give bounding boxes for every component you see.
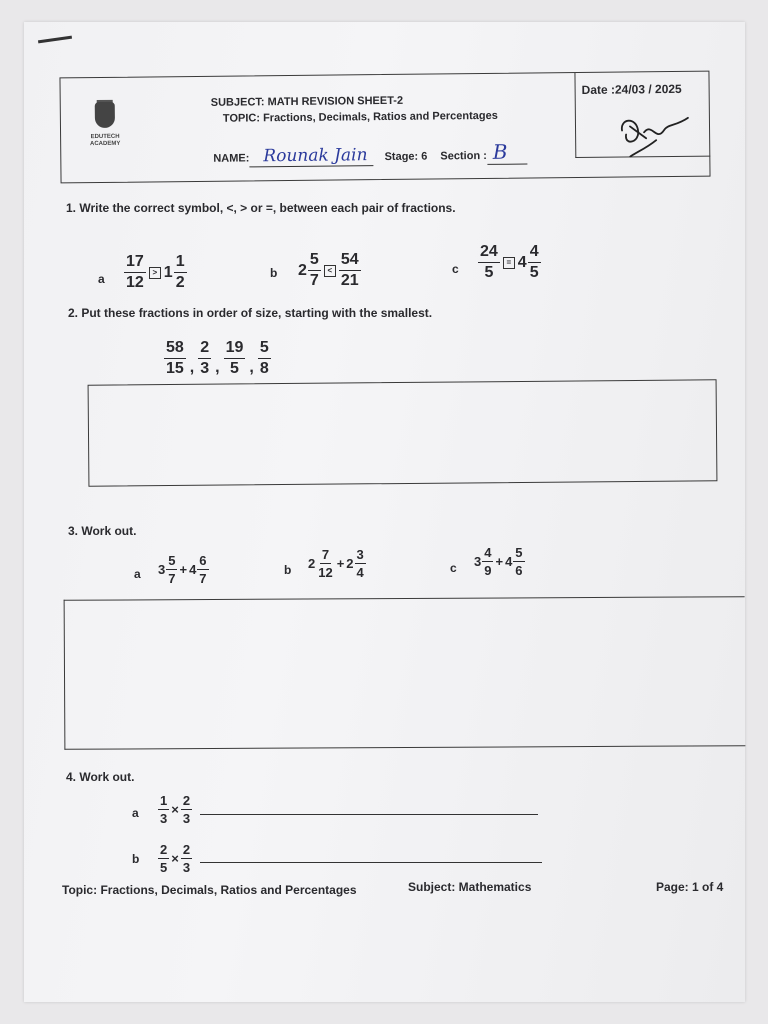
q3c-label: c — [450, 561, 457, 575]
q1a-label: a — [98, 272, 105, 286]
plus-sign: + — [179, 562, 188, 577]
name-row — [213, 140, 527, 168]
comma: , — [215, 359, 220, 376]
fraction: $\frac{58}{15}$ — [166, 339, 184, 377]
q1c-label: c — [452, 262, 459, 276]
fraction: $\frac{2}{3}$ — [200, 339, 210, 377]
whole-number: 4 — [189, 562, 197, 577]
q3-answer-box[interactable] — [64, 596, 746, 750]
q3b-expression — [308, 548, 366, 579]
q1c-answer-box[interactable]: = — [503, 257, 515, 269]
q3-instruction: 3. Work out. — [68, 524, 137, 538]
q4a-label: a — [132, 806, 139, 820]
name-field[interactable]: Rounak Jain — [249, 145, 373, 167]
plus-sign: + — [336, 556, 345, 571]
stage-label: Stage: 6 — [384, 150, 428, 164]
fraction: $\frac{4}{5}$ — [529, 243, 539, 281]
fraction: $\frac{19}{5}$ — [225, 339, 244, 377]
logo-text: EDUTECH ACADEMY — [89, 133, 121, 148]
fraction: $\frac{3}{4}$ — [356, 547, 364, 580]
school-logo — [83, 100, 128, 160]
footer-topic: Topic: Fractions, Decimals, Ratios and Percentages — [62, 883, 357, 897]
name-label: NAME: — [213, 152, 250, 165]
teacher-signature — [616, 112, 696, 161]
q1a-answer-box[interactable]: > — [149, 267, 161, 279]
q3a-expression — [158, 554, 209, 585]
q3b-label: b — [284, 563, 292, 577]
whole-number: 4 — [505, 554, 513, 569]
whole-number: 4 — [517, 253, 527, 271]
section-field[interactable]: B — [487, 140, 528, 165]
q4b-answer-line[interactable] — [200, 862, 542, 863]
logo-shield-icon — [95, 102, 115, 128]
q4a-answer-line[interactable] — [200, 814, 538, 815]
whole-number: 2 — [308, 556, 316, 571]
footer-subject: Subject: Mathematics — [408, 880, 532, 894]
header-box — [59, 71, 710, 184]
fraction: $\frac{4}{9}$ — [484, 545, 492, 578]
fraction: $\frac{7}{12}$ — [318, 547, 333, 580]
whole-number: 3 — [158, 562, 166, 577]
q3c-expression — [474, 546, 525, 577]
date-text: Date :24/03 / 2025 — [581, 81, 682, 97]
fraction: $\frac{1}{3}$ — [160, 793, 168, 826]
q2-instruction: 2. Put these fractions in order of size, starting with the smallest. — [68, 306, 433, 320]
fraction: $\frac{5}{8}$ — [259, 339, 269, 377]
fraction: $\frac{2}{3}$ — [182, 793, 191, 826]
fraction: $\frac{2}{3}$ — [182, 842, 191, 875]
q4b-label: b — [132, 852, 140, 866]
whole-number: 3 — [474, 554, 482, 569]
date-cell — [574, 72, 710, 158]
fraction: $\frac{5}{7}$ — [168, 553, 176, 586]
subject-title: SUBJECT: MATH REVISION SHEET-2 — [210, 94, 404, 109]
plus-sign: + — [495, 554, 504, 569]
q1-instruction: 1. Write the correct symbol, <, > or =, between each pair of fractions. — [66, 201, 456, 215]
whole-number: 2 — [346, 556, 354, 571]
q1b-label: b — [270, 266, 278, 280]
comma: , — [249, 359, 254, 376]
times-sign: × — [171, 851, 179, 866]
topic-title: TOPIC: Fractions, Decimals, Ratios and Percentages — [222, 109, 498, 125]
fraction: $\frac{24}{5}$ — [480, 243, 498, 281]
comma: , — [189, 359, 195, 376]
q2-fraction-list — [164, 340, 271, 377]
q4-instruction: 4. Work out. — [66, 770, 135, 784]
times-sign: × — [171, 802, 179, 817]
footer-page-number: Page: 1 of 4 — [656, 880, 724, 894]
q4b-expression — [158, 843, 192, 874]
q3a-label: a — [134, 567, 141, 581]
fraction: $\frac{5}{7}$ — [309, 251, 319, 289]
q1b-expression — [298, 252, 361, 289]
whole-number: 1 — [163, 263, 173, 281]
q1c-expression — [478, 244, 541, 281]
fraction: $\frac{17}{12}$ — [126, 253, 144, 291]
section-label: Section : — [440, 149, 487, 163]
fraction: $\frac{5}{6}$ — [515, 545, 523, 578]
fraction: $\frac{54}{21}$ — [340, 251, 359, 289]
whole-number: 2 — [298, 261, 307, 279]
q2-answer-box[interactable] — [88, 379, 718, 486]
q1b-answer-box[interactable]: < — [324, 265, 336, 277]
fraction: $\frac{6}{7}$ — [199, 553, 207, 586]
fraction: $\frac{2}{5}$ — [160, 842, 168, 875]
q1a-expression — [124, 254, 187, 291]
q4a-expression — [158, 794, 192, 825]
fraction: $\frac{1}{2}$ — [175, 253, 185, 291]
